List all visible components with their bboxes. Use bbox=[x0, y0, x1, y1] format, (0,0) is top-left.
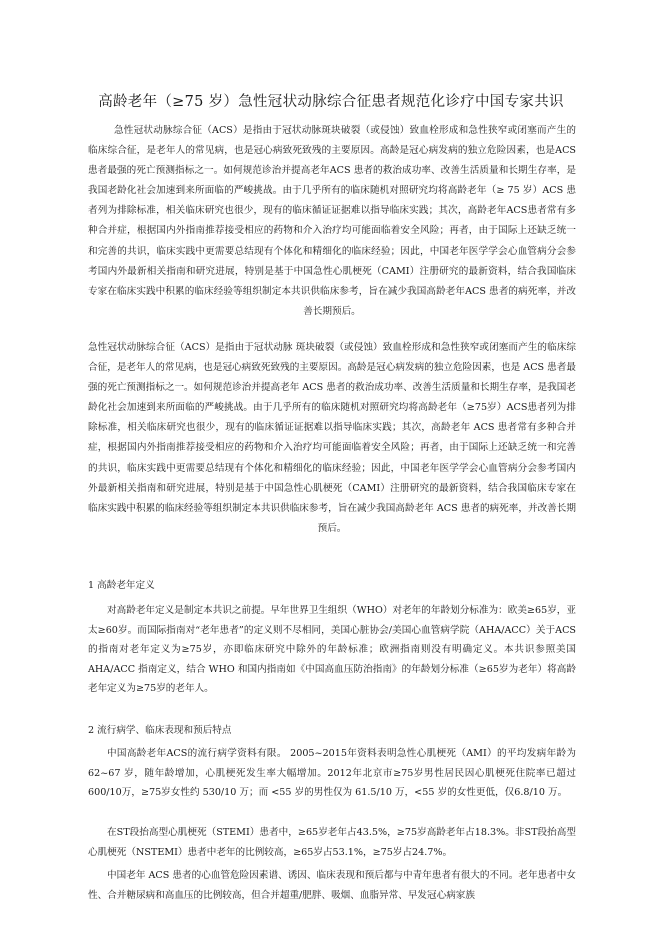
section-1-paragraph: 对高龄老年定义是制定本共识之前提。早年世界卫生组织（WHO）对老年的年龄划分标准为：欧美≥65岁，亚太≥60岁。而国际指南对“老年患者”的定义则不尽相同，美国心脏协会/美国心血管病学院（AHA/ACC）关于ACS的指南对老年定义为≥75岁，亦即临床研究中除外的年龄标准；欧洲指南则没有明确定义。本共识参照美国 AHA/ACC 指南定义，结合 WHO 和国内指南如《中国高血压防治指南》的年龄划分标准（≥65岁为老年）将高龄老年定义为≥75岁的老年人。 bbox=[88, 605, 576, 695]
section-2-paragraph-1: 中国高龄老年ACS的流行病学资料有限。 2005~2015年资料表明急性心肌梗死（AMI）的平均发病年龄为 62~67 岁，随年龄增加，心肌梗死发生率大幅增加。2012年北京市≥75岁男性居民因心肌梗死住院率已超过600/10万，≥75岁女性约 530/10 万；而 <55 岁的男性仅为 61.5/10 万，<55 岁的女性更低，仅6.8/10 万。 bbox=[88, 748, 576, 799]
section-2-paragraph-2: 在ST段抬高型心肌梗死（STEMI）患者中，≥65岁老年占43.5%，≥75岁高龄老年占18.3%。非ST段抬高型心肌梗死（NSTEMI）患者中老年的比例较高，≥65岁占53.1%，≥75岁占24.7%。 bbox=[88, 827, 576, 858]
abstract-paragraph-1: 急性冠状动脉综合征（ACS）是指由于冠状动脉斑块破裂（或侵蚀）致血栓形成和急性狭窄或闭塞而产生的临床综合征，是老年人的常见病，也是冠心病致死致残的主要原因。高龄是冠心病发病的独立危险因素，也是ACS 患者最强的死亡预测指标之一。如何规范诊治并提高老年ACS 患者的救治成功率、改善生活质量和长期生存率，是我国老龄化社会加速到来所面临的严峻挑战。由于几乎所有的临床随机对照研究均将高龄老年（≥ 75 岁）ACS 患者列为排除标准，相关临床研究也很少，现有的临床循证证据难以指导临床实践；其次，高龄老年ACS患者常有多种合并症，根据国内外指南推荐接受相应的药物和介入治疗均可能面临着安全风险；再者，由于国际上还缺乏统一和完善的共识，临床实践中更需要总结现有个体化和精细化的临床经验；因此，中国老年医学学会心血管病分会参考国内外最新相关指南和研究进展，特别是基于中国急性心肌梗死（CAMI）注册研究的最新资料，结合我国临床专家在临床实践中积累的临床经验等组织制定本共识供临床参考，旨在减少我国高龄老年ACS 患者的病死率，并改善长期预后。 bbox=[88, 125, 576, 317]
abstract-paragraph-2: 急性冠状动脉综合征（ACS）是指由于冠状动脉 斑块破裂（或侵蚀）致血栓形成和急性狭窄或闭塞而产生的临床综合征，是老年人的常见病，也是冠心病致死致残的主要原因。高龄是冠心病发病的独立危险因素，也是 ACS 患者最强的死亡预测指标之一。如何规范诊治并提高老年 ACS 患者的救治成功率、改善生活质量和长期生存率，是我国老龄化社会加速到来所面临的严峻挑战。由于几乎所有的临床随机对照研究均将高龄老年（≥75岁）ACS患者列为排除标准，相关临床研究也很少，现有的临床循证证据难以指导临床实践；其次，高龄老年 ACS 患者常有多种合并症，根据国内外指南推荐接受相应的药物和介入治疗均可能面临着安全风险；再者，由于国际上还缺乏统一和完善的共识，临床实践中更需要总结现有个体化和精细化的临床经验；因此，中国老年医学学会心血管病分会参考国内外最新相关指南和研究进展，特别是基于中国急性心肌梗死（CAMI）注册研究的最新资料，结合我国临床专家在临床实践中积累的临床经验等组织制定本共识供临床参考，旨在减少我国高龄老年 ACS 患者的病死率，并改善长期预后。 bbox=[88, 342, 576, 534]
section-2-heading: 2 流行病学、临床表现和预后特点 bbox=[88, 725, 232, 736]
section-1-heading: 1 高龄老年定义 bbox=[88, 580, 155, 591]
document-title: 高龄老年（≥75 岁）急性冠状动脉综合征患者规范化诊疗中国专家共识 bbox=[98, 94, 564, 110]
section-2-paragraph-3: 中国老年 ACS 患者的心血管危险因素谱、诱因、临床表现和预后都与中青年患者有很大的不同。老年患者中女性、合并糖尿病和高血压的比例较高，但合并超重/肥胖、吸烟、血脂异常、早发冠心病家族 bbox=[88, 870, 576, 901]
